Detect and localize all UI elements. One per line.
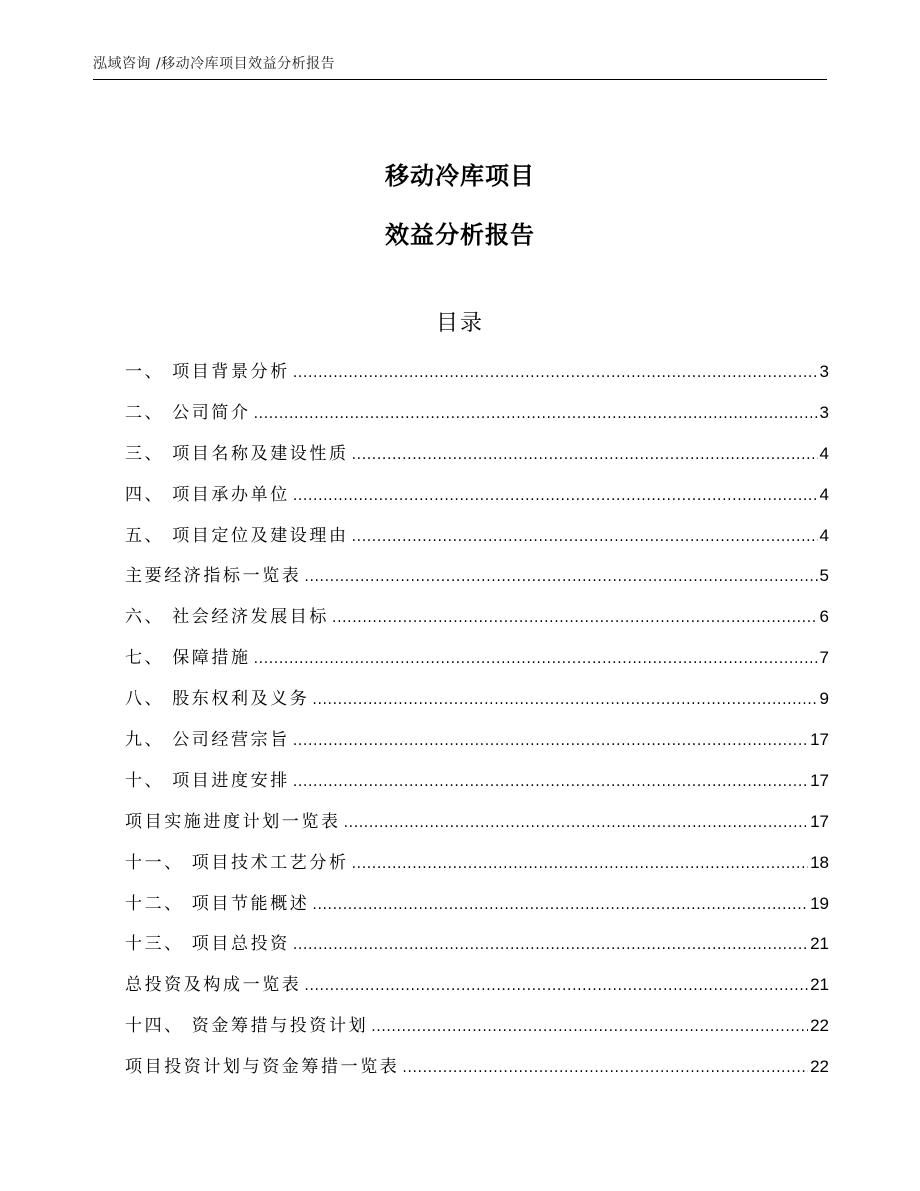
toc-entry[interactable] <box>125 437 829 478</box>
toc-entry-page: 3 <box>819 402 829 422</box>
toc-dot-leader <box>304 560 817 594</box>
toc-entry-title: 五、 项目定位及建设理由 <box>125 525 349 546</box>
toc-dot-leader <box>344 806 808 840</box>
toc-entry-title: 总投资及构成一览表 <box>125 975 302 996</box>
toc-dot-leader <box>352 847 808 881</box>
toc-entry-title: 项目实施进度计划一览表 <box>125 811 341 832</box>
toc-entry[interactable] <box>125 723 829 764</box>
toc-entry-page: 22 <box>810 1016 829 1036</box>
toc-entry[interactable] <box>125 641 829 682</box>
toc-entry-page: 5 <box>819 566 829 586</box>
toc-entry-title: 十四、 资金筹措与投资计划 <box>125 1016 369 1037</box>
toc-entry-title: 九、 公司经营宗旨 <box>125 730 290 751</box>
toc-entry-page: 17 <box>810 730 829 750</box>
toc-dot-leader <box>254 397 818 431</box>
document-title-line-2: 效益分析报告 <box>385 221 535 249</box>
toc-entry[interactable] <box>125 478 829 519</box>
toc-entry[interactable] <box>125 1009 829 1050</box>
toc-dot-leader <box>304 969 808 1003</box>
toc-dot-leader <box>254 642 818 676</box>
toc-entry-page: 4 <box>819 484 829 504</box>
toc-dot-leader <box>293 479 818 513</box>
toc-entry-page: 21 <box>810 975 829 995</box>
toc-entry-page: 17 <box>810 770 829 790</box>
table-of-contents <box>125 355 829 1091</box>
toc-entry[interactable] <box>125 968 829 1009</box>
toc-entry-title: 主要经济指标一览表 <box>125 566 302 587</box>
toc-entry[interactable] <box>125 1050 829 1091</box>
toc-entry[interactable] <box>125 805 829 846</box>
toc-dot-leader <box>293 356 818 390</box>
toc-entry-title: 八、 股东权利及义务 <box>125 689 310 710</box>
toc-entry-title: 项目投资计划与资金筹措一览表 <box>125 1057 400 1078</box>
document-title-line-1: 移动冷库项目 <box>385 162 535 190</box>
toc-entry-page: 6 <box>819 607 829 627</box>
toc-entry[interactable] <box>125 600 829 641</box>
toc-entry[interactable] <box>125 887 829 928</box>
toc-entry-page: 9 <box>819 689 829 709</box>
toc-entry-title: 七、 保障措施 <box>125 648 251 669</box>
toc-entry-title: 十、 项目进度安排 <box>125 770 290 791</box>
toc-entry-page: 21 <box>810 934 829 954</box>
toc-entry[interactable] <box>125 396 829 437</box>
toc-entry[interactable] <box>125 927 829 968</box>
toc-dot-leader <box>371 1010 808 1044</box>
toc-entry-page: 4 <box>819 443 829 463</box>
toc-entry-title: 十二、 项目节能概述 <box>125 893 310 914</box>
toc-entry-title: 四、 项目承办单位 <box>125 484 290 505</box>
toc-entry-title: 十一、 项目技术工艺分析 <box>125 852 349 873</box>
running-header: 泓域咨询 /移动冷库项目效益分析报告 <box>93 56 336 72</box>
toc-entry[interactable] <box>125 682 829 723</box>
toc-entry-page: 22 <box>810 1057 829 1077</box>
toc-entry-page: 19 <box>810 893 829 913</box>
toc-entry[interactable] <box>125 519 829 560</box>
toc-entry-page: 7 <box>819 648 829 668</box>
header-divider <box>93 79 827 80</box>
toc-entry-title: 十三、 项目总投资 <box>125 934 290 955</box>
toc-dot-leader <box>402 1051 808 1085</box>
toc-entry-page: 18 <box>810 852 829 872</box>
toc-entry-page: 17 <box>810 811 829 831</box>
toc-entry-title: 一、 项目背景分析 <box>125 362 290 382</box>
toc-entry-title: 三、 项目名称及建设性质 <box>125 443 349 464</box>
toc-entry-page: 4 <box>819 525 829 545</box>
toc-entry-page: 3 <box>819 362 829 381</box>
toc-dot-leader <box>352 520 818 554</box>
toc-entry[interactable] <box>125 764 829 805</box>
toc-dot-leader <box>312 888 808 922</box>
toc-entry-title: 六、 社会经济发展目标 <box>125 607 330 628</box>
toc-dot-leader <box>293 724 808 758</box>
toc-dot-leader <box>332 601 818 635</box>
toc-entry[interactable] <box>125 355 829 396</box>
toc-dot-leader <box>293 928 808 962</box>
toc-entry-title: 二、 公司简介 <box>125 402 251 423</box>
toc-dot-leader <box>293 765 808 799</box>
toc-dot-leader <box>312 683 817 717</box>
toc-entry[interactable] <box>125 846 829 887</box>
toc-entry[interactable] <box>125 559 829 600</box>
toc-heading: 目录 <box>435 311 484 336</box>
toc-dot-leader <box>352 438 818 472</box>
